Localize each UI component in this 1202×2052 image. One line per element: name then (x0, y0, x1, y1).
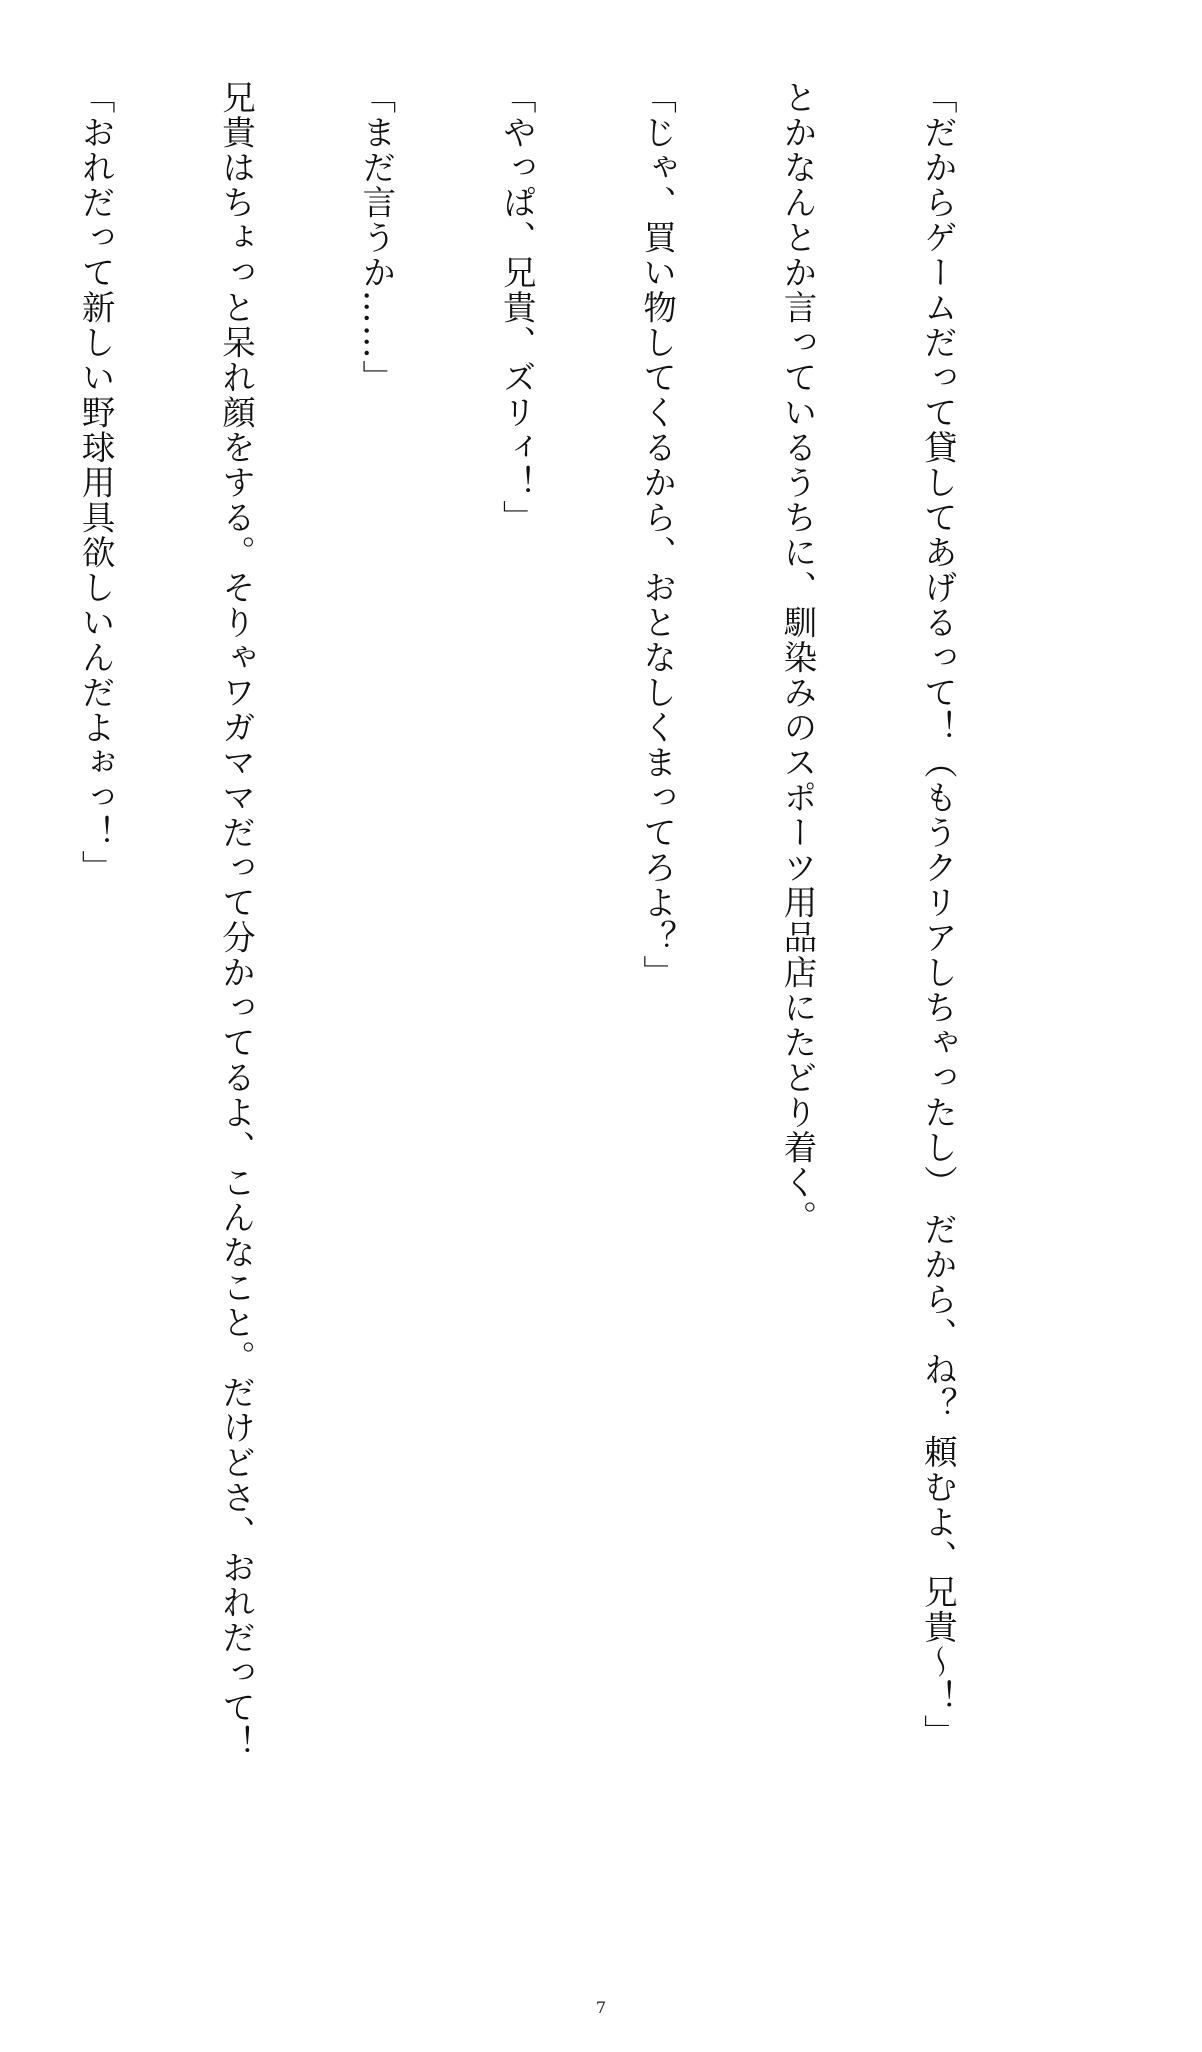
text-line: 「まだ言うか……」 (356, 80, 396, 395)
text-line: 「じゃ、買い物してくるから、おとなしくまってろよ？」 (637, 80, 677, 990)
text-line: とかなんとか言っているうちに、馴染みのスポーツ用品店にたどり着く。 (778, 80, 818, 1235)
text-line: 兄貴はちょっと呆れ顔をする。そりゃワガママだって分かってるよ、こんなこと。だけどさ、おれだって！ (216, 80, 256, 1760)
text-line: 「おれだって新しい野球用具欲しいんだよぉっ！」 (76, 80, 116, 885)
text-line: 「だからゲームだって貸してあげるって！（もうクリアしちゃったし） だから、ね？ 頼むよ、兄貴～！」 (918, 80, 958, 1750)
text-line: 「やっぱ、兄貴、ズリィ！」 (497, 80, 537, 535)
page-number: 7 (595, 1998, 607, 2017)
vertical-text-body (0, 80, 1054, 1760)
